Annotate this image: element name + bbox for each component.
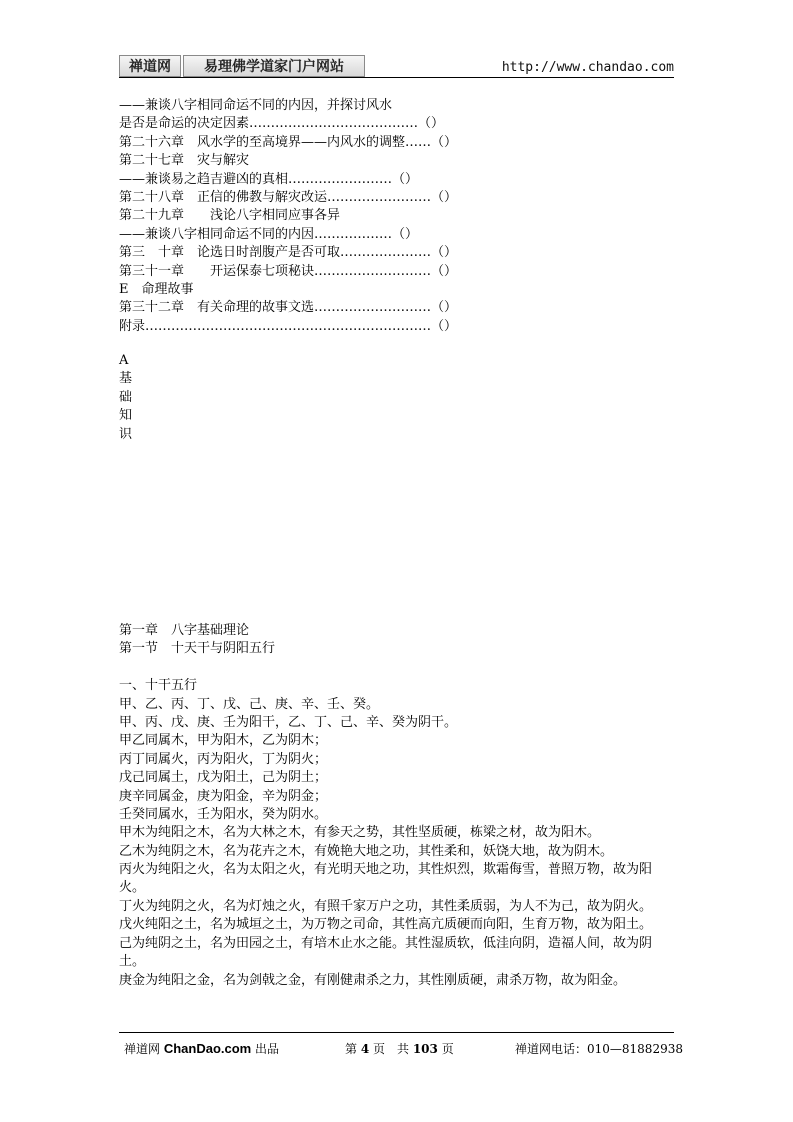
subheading: 一、十干五行 xyxy=(119,678,198,694)
body-line: 乙木为纯阴之木，名为花卉之木，有娩艳大地之功，其性柔和，妖饶大地，故为阴木。 xyxy=(119,843,614,859)
vertical-heading xyxy=(119,352,132,444)
header-divider xyxy=(119,77,674,78)
footer-divider xyxy=(119,1032,674,1033)
toc-line: 第二十九章 浅论八字相同应事各异 xyxy=(119,208,341,224)
body-line: 庚辛同属金，庚为阳金，辛为阴金； xyxy=(119,788,328,804)
header-banner xyxy=(119,55,365,77)
header-url[interactable]: http://www.chandao.com xyxy=(501,60,674,75)
body-line: 甲、丙、戊、庚、壬为阳干，乙、丁、己、辛、癸为阴干。 xyxy=(119,714,458,730)
toc-line: 是否是命运的决定因素…………………………………（） xyxy=(119,116,445,132)
toc-line: 第三 十章 论选日时剖腹产是否可取…………………（） xyxy=(119,245,458,261)
vertical-char: A xyxy=(119,353,129,368)
page-number xyxy=(345,1040,454,1057)
body-line: 庚金为纯阳之金，名为剑戟之金，有刚健肃杀之力，其性刚质硬，肃杀万物，故为阳金。 xyxy=(119,972,627,988)
toc-line: ——兼谈八字相同命运不同的内因………………（） xyxy=(119,226,419,242)
toc-line: 第三十二章 有关命理的故事文选………………………（） xyxy=(119,300,458,316)
footer-suffix: 出品 xyxy=(251,1042,280,1056)
page-prefix: 第 xyxy=(345,1042,361,1056)
vertical-char: 知 xyxy=(119,408,133,424)
toc-line: 第二十七章 灾与解灾 xyxy=(119,153,250,169)
toc-line: 第三十一章 开运保泰七项秘诀………………………（） xyxy=(119,263,458,279)
toc-line: 第二十六章 风水学的至高境界——内风水的调整……（） xyxy=(119,134,458,150)
body-line: 丁火为纯阴之火，名为灯烛之火，有照千家万户之功，其性柔质弱，为人不为己，故为阴火。 xyxy=(119,898,653,914)
body-line: 甲木为纯阳之木，名为大林之木，有参天之势，其性坚质硬，栋梁之材，故为阳木。 xyxy=(119,825,601,841)
toc-line: ——兼谈易之趋吉避凶的真相……………………（） xyxy=(119,171,419,187)
total-pages: 103 xyxy=(412,1042,438,1056)
toc-line: ——兼谈八字相同命运不同的内因，并探讨风水 xyxy=(119,98,393,113)
footer-publisher xyxy=(124,1040,279,1057)
body-line: 甲乙同属木，甲为阳木，乙为阴木； xyxy=(119,733,328,749)
body-line: 壬癸同属水，壬为阳水，癸为阴水。 xyxy=(119,806,328,822)
body-line: 丙火为纯阳之火，名为太阳之火，有光明天地之功，其性炽烈，欺霜侮雪，普照万物，故为阳火。 xyxy=(119,862,653,896)
footer-brand: ChanDao.com xyxy=(163,1041,252,1056)
current-page: 4 xyxy=(360,1042,370,1056)
footer-prefix: 禅道网 xyxy=(124,1042,164,1056)
vertical-char: 础 xyxy=(119,389,133,405)
body-line: 戊己同属土，戊为阳土，己为阴土； xyxy=(119,770,328,786)
toc-line: 附录…………………………………………………………（） xyxy=(119,318,458,334)
toc-line: 第二十八章 正信的佛教与解灾改运……………………（） xyxy=(119,189,458,205)
chapter-title: 第一章 八字基础理论 xyxy=(119,623,250,638)
body-line: 丙丁同属火，丙为阳火，丁为阴火； xyxy=(119,751,328,767)
page-mid: 页 共 xyxy=(369,1042,413,1056)
section-title: 第一节 十天干与阴阳五行 xyxy=(119,641,276,657)
toc-line: E 命理故事 xyxy=(119,281,194,297)
table-of-contents xyxy=(119,97,679,336)
body-line: 戊火纯阳之土，名为城垣之土，为万物之司命，其性高亢质硬而向阳，生育万物，故为阳土。 xyxy=(119,917,653,933)
vertical-char: 基 xyxy=(119,371,133,387)
banner-site-name: 禅道网 xyxy=(119,55,181,77)
vertical-char: 识 xyxy=(119,426,133,442)
body-text xyxy=(119,622,679,990)
banner-slogan: 易理佛学道家门户网站 xyxy=(183,55,365,77)
page-suffix: 页 xyxy=(437,1042,454,1056)
body-line: 甲、乙、丙、丁、戊、己、庚、辛、壬、癸。 xyxy=(119,696,380,712)
spacer xyxy=(119,659,679,677)
footer-phone: 禅道网电话：010—81882938 xyxy=(515,1042,683,1056)
body-line: 己为纯阴之土，名为田园之土，有培木止水之能。其性湿质软，低洼向阴，造福人间，故为阴土。 xyxy=(119,935,653,970)
